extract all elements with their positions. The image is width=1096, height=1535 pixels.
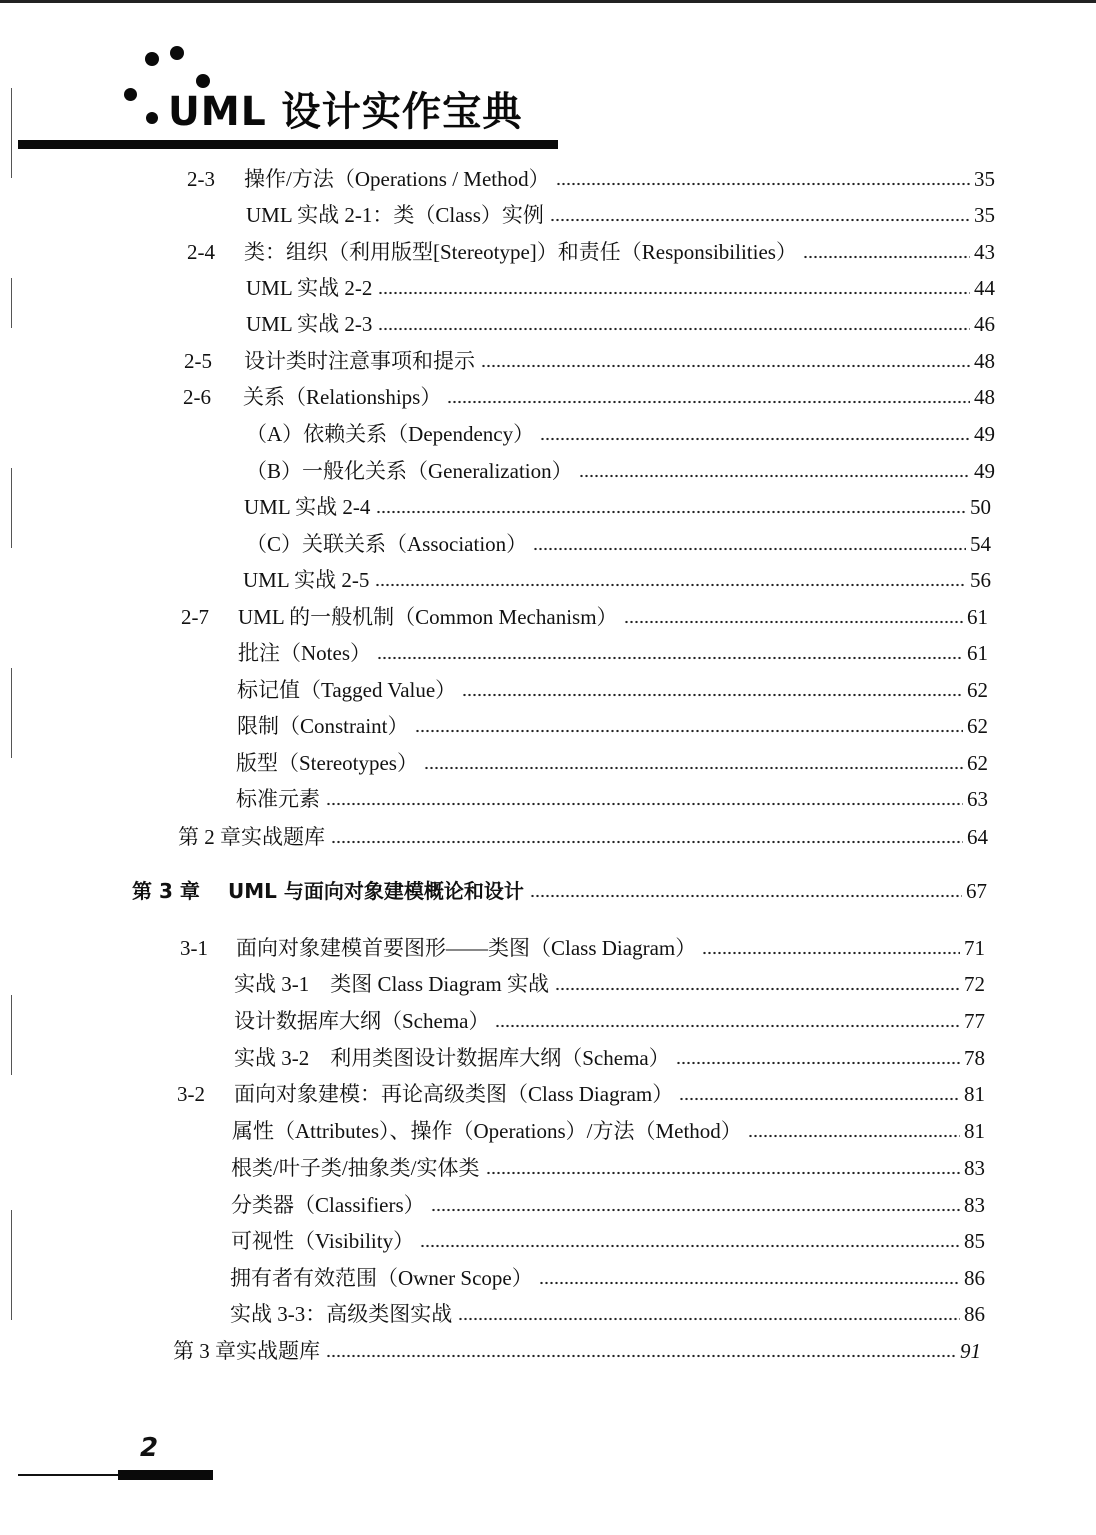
entry-title: 第 2 章实战题库 [178, 825, 325, 849]
page-number: 86 [964, 1302, 985, 1326]
entry-title: UML 的一般机制（Common Mechanism） [238, 605, 618, 629]
toc-entry [231, 1226, 985, 1256]
entry-title: 设计数据库大纲（Schema） [234, 1009, 490, 1033]
entry-title: （A）依赖关系（Dependency） [246, 422, 535, 446]
entry-title: 实战 3-1 类图 Class Diagram 实战 [234, 972, 549, 996]
entry-title: 类：组织（利用版型[Stereotype]）和责任（Responsibilities） [244, 240, 797, 264]
scan-mark [11, 88, 12, 178]
entry-title: （B）一般化关系（Generalization） [246, 459, 573, 483]
dot-leader [378, 326, 970, 332]
footer-bar [118, 1470, 213, 1480]
dot-leader [431, 1207, 960, 1213]
entry-title: （C）关联关系（Association） [246, 532, 528, 556]
dot-leader [579, 473, 970, 479]
page-number: 72 [964, 972, 985, 996]
entry-title: 限制（Constraint） [237, 714, 409, 738]
entry-title: 标准元素 [236, 787, 320, 811]
toc-entry [234, 1043, 985, 1073]
page-number: 44 [974, 276, 995, 300]
toc-entry [183, 382, 995, 412]
page-number: 43 [974, 240, 995, 264]
toc-entry [181, 602, 988, 632]
dot-leader [748, 1133, 960, 1139]
section-number: 3-1 [180, 936, 208, 960]
toc-entry [230, 1263, 985, 1293]
section-number: 2-7 [181, 605, 209, 629]
dot-leader [676, 1060, 960, 1066]
entry-title: 属性（Attributes）、操作（Operations）/方法（Method） [232, 1119, 742, 1143]
dot-leader [375, 582, 966, 588]
toc-entry [246, 456, 995, 486]
entry-title: 实战 3-3：高级类图实战 [230, 1302, 453, 1326]
page-number: 81 [964, 1082, 985, 1106]
decorative-dot [196, 74, 210, 88]
toc-entry [184, 346, 995, 376]
dot-leader [447, 399, 970, 405]
scan-mark [11, 278, 12, 328]
entry-title: UML 实战 2-4 [244, 495, 371, 519]
toc-entry [246, 529, 991, 559]
page-number: 56 [970, 568, 991, 592]
entry-title: 操作/方法（Operations / Method） [244, 167, 550, 191]
dot-leader [702, 950, 960, 956]
page-number: 91 [960, 1339, 981, 1363]
page-number: 46 [974, 312, 995, 336]
entry-title: 实战 3-2 利用类图设计数据库大纲（Schema） [234, 1046, 670, 1070]
dot-leader [530, 893, 962, 899]
toc-entry [187, 237, 995, 267]
entry-title: 面向对象建模首要图形——类图（Class Diagram） [236, 936, 697, 960]
entry-title: 版型（Stereotypes） [236, 751, 418, 775]
top-border [0, 0, 1096, 3]
entry-title: UML 实战 2-3 [246, 312, 373, 336]
toc-entry [244, 492, 991, 522]
toc-entry [246, 419, 995, 449]
page-number: 62 [967, 678, 988, 702]
dot-leader [420, 1243, 960, 1249]
toc-entry [180, 933, 985, 963]
scan-mark [11, 1210, 12, 1320]
entry-title: 标记值（Tagged Value） [237, 678, 457, 702]
toc-entry [237, 711, 988, 741]
decorative-dot [146, 112, 158, 124]
page-number: 48 [974, 349, 995, 373]
toc-entry [236, 748, 988, 778]
page-number: 50 [970, 495, 991, 519]
page-number: 78 [964, 1046, 985, 1070]
dot-leader [415, 728, 964, 734]
toc-entry [238, 638, 988, 668]
dot-leader [495, 1023, 960, 1029]
page-number: 62 [967, 751, 988, 775]
entry-title: UML 实战 2-5 [243, 568, 370, 592]
dot-leader [539, 1280, 960, 1286]
entry-title: 根类/叶子类/抽象类/实体类 [231, 1156, 480, 1180]
decorative-dot [145, 52, 159, 66]
page-number: 83 [964, 1156, 985, 1180]
page-number: 64 [967, 825, 988, 849]
toc-entry [234, 1006, 985, 1036]
dot-leader [540, 436, 970, 442]
section-number: 2-5 [184, 349, 212, 373]
toc-entry [178, 822, 988, 852]
page-number: 67 [966, 879, 987, 903]
entry-title: 设计类时注意事项和提示 [244, 349, 475, 373]
page-footer-number: 2 [140, 1433, 159, 1463]
section-number: 2-3 [187, 167, 215, 191]
dot-leader [326, 801, 963, 807]
scan-mark [11, 995, 12, 1075]
footer-rule [18, 1474, 128, 1476]
dot-leader [378, 290, 970, 296]
toc-chapter-entry [132, 876, 987, 906]
toc-entry [177, 1079, 985, 1109]
page-number: 85 [964, 1229, 985, 1253]
decorative-dot [124, 88, 137, 101]
toc-entry [232, 1116, 985, 1146]
dot-leader [424, 765, 963, 771]
chapter-number: 第 3 章 [132, 879, 200, 903]
dot-leader [556, 181, 970, 187]
scan-mark [11, 668, 12, 758]
toc-entry [237, 675, 988, 705]
section-number: 3-2 [177, 1082, 205, 1106]
toc-entry [243, 565, 991, 595]
page-number: 86 [964, 1266, 985, 1290]
toc-entry [246, 309, 995, 339]
page-number: 71 [964, 936, 985, 960]
toc-entry [173, 1336, 981, 1366]
dot-leader [376, 509, 966, 515]
dot-leader [326, 1353, 956, 1359]
page-number: 54 [970, 532, 991, 556]
entry-title: 关系（Relationships） [243, 385, 442, 409]
entry-title: 第 3 章实战题库 [173, 1339, 320, 1363]
toc-entry [187, 164, 995, 194]
dot-leader [458, 1316, 960, 1322]
entry-title: 面向对象建模：再论高级类图（Class Diagram） [234, 1082, 674, 1106]
dot-leader [462, 692, 963, 698]
toc-entry [234, 969, 985, 999]
book-title: UML 设计实作宝典 [168, 89, 523, 135]
page-number: 77 [964, 1009, 985, 1033]
page-number: 83 [964, 1193, 985, 1217]
section-number: 2-6 [183, 385, 211, 409]
toc-entry [236, 784, 988, 814]
page-number: 48 [974, 385, 995, 409]
page-number: 62 [967, 714, 988, 738]
dot-leader [803, 254, 970, 260]
page-number: 49 [974, 422, 995, 446]
dot-leader [481, 363, 970, 369]
dot-leader [555, 986, 960, 992]
decorative-dot [170, 46, 184, 60]
page-number: 35 [974, 203, 995, 227]
toc-entry [246, 273, 995, 303]
entry-title: UML 与面向对象建模概论和设计 [228, 879, 524, 903]
entry-title: 拥有者有效范围（Owner Scope） [230, 1266, 533, 1290]
section-number: 2-4 [187, 240, 215, 264]
entry-title: UML 实战 2-2 [246, 276, 373, 300]
page-number: 35 [974, 167, 995, 191]
page-number: 61 [967, 641, 988, 665]
entry-title: UML 实战 2-1：类（Class）实例 [246, 203, 544, 227]
toc-entry [231, 1190, 985, 1220]
entry-title: 可视性（Visibility） [231, 1229, 415, 1253]
toc-entry [231, 1153, 985, 1183]
page-number: 49 [974, 459, 995, 483]
dot-leader [624, 619, 963, 625]
dot-leader [533, 546, 966, 552]
toc-entry [246, 200, 995, 230]
dot-leader [486, 1170, 960, 1176]
dot-leader [679, 1096, 960, 1102]
dot-leader [331, 839, 963, 845]
page-number: 61 [967, 605, 988, 629]
entry-title: 分类器（Classifiers） [231, 1193, 425, 1217]
toc-entry [230, 1299, 985, 1329]
scan-mark [11, 468, 12, 548]
page-number: 81 [964, 1119, 985, 1143]
dot-leader [550, 217, 970, 223]
entry-title: 批注（Notes） [238, 641, 371, 665]
page-number: 63 [967, 787, 988, 811]
dot-leader [377, 655, 963, 661]
header-rule [18, 140, 558, 149]
